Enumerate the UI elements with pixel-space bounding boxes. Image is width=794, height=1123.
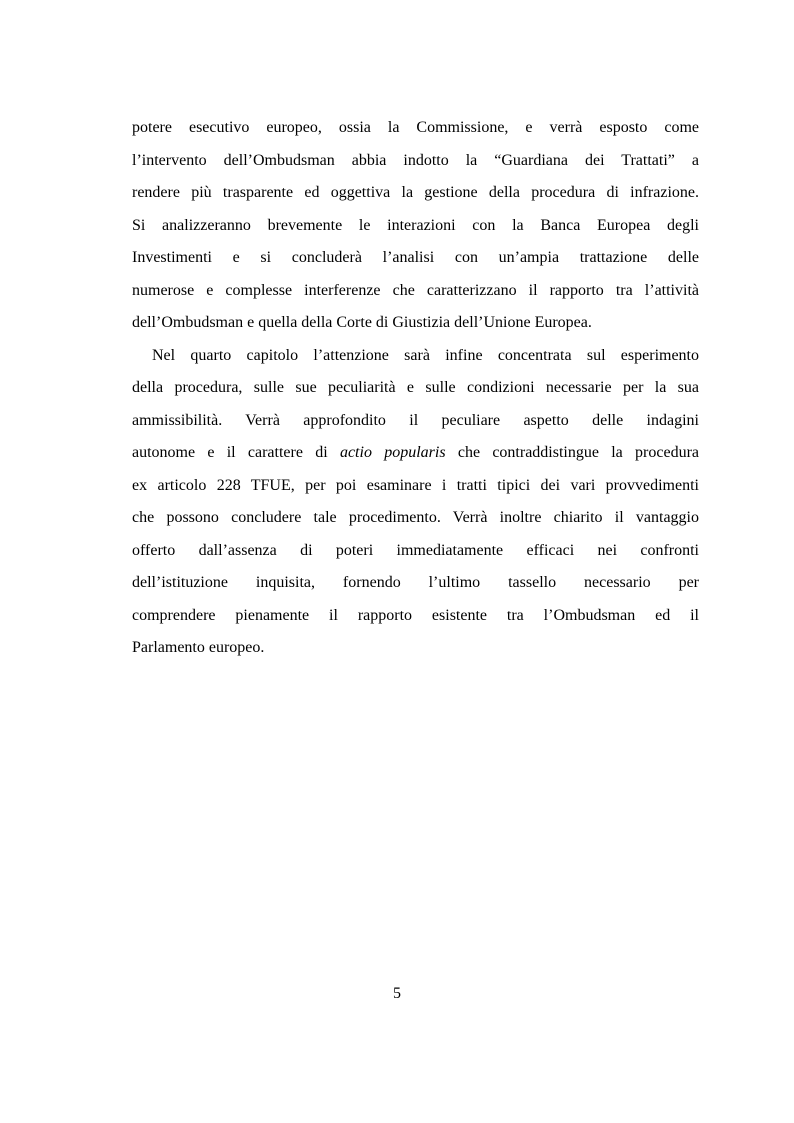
text-line: Parlamento europeo. (132, 639, 265, 656)
text-line: dell’Ombudsman e quella della Corte di Giustizia dell’Unione Europea. (132, 314, 592, 331)
text-line: potere esecutivo europeo, ossia la Commissione, e verrà esposto come (132, 119, 699, 136)
italic-term: actio popularis (339, 444, 446, 461)
text-line: ex articolo 228 TFUE, per poi esaminare i tratti tipici dei vari provvedimenti (132, 476, 699, 494)
page-number: 5 (393, 985, 401, 1002)
text-line: della procedura, sulle sue peculiarità e sulle condizioni necessarie per la sua (132, 379, 699, 396)
text-line: Nel quarto capitolo l’attenzione sarà infine concentrata sul esperimento (152, 346, 699, 364)
body-text (132, 112, 699, 665)
text-line: comprendere pienamente il rapporto esistente tra l’Ombudsman ed il (132, 606, 699, 624)
text-line: offerto dall’assenza di poteri immediatamente efficaci nei confronti (132, 541, 699, 559)
text-line: l’intervento dell’Ombudsman abbia indotto la “Guardiana dei Trattati” a (132, 151, 699, 169)
text-fragment: che contraddistingue la procedura (457, 444, 700, 461)
text-fragment: autonome e il carattere di (132, 444, 328, 461)
text-line: rendere più trasparente ed oggettiva la gestione della procedura di infrazione. (132, 184, 699, 201)
text-line: numerose e complesse interferenze che caratterizzano il rapporto tra l’attività (132, 281, 699, 299)
text-line: ammissibilità. Verrà approfondito il peculiare aspetto delle indagini (132, 411, 699, 429)
text-line: che possono concludere tale procedimento. Verrà inoltre chiarito il vantaggio (132, 509, 699, 526)
text-line: dell’istituzione inquisita, fornendo l’ultimo tassello necessario per (132, 574, 699, 591)
text-line (132, 437, 699, 470)
text-line: Si analizzeranno brevemente le interazioni con la Banca Europea degli (132, 216, 699, 234)
text-line: Investimenti e si concluderà l’analisi con un’ampia trattazione delle (132, 249, 699, 266)
